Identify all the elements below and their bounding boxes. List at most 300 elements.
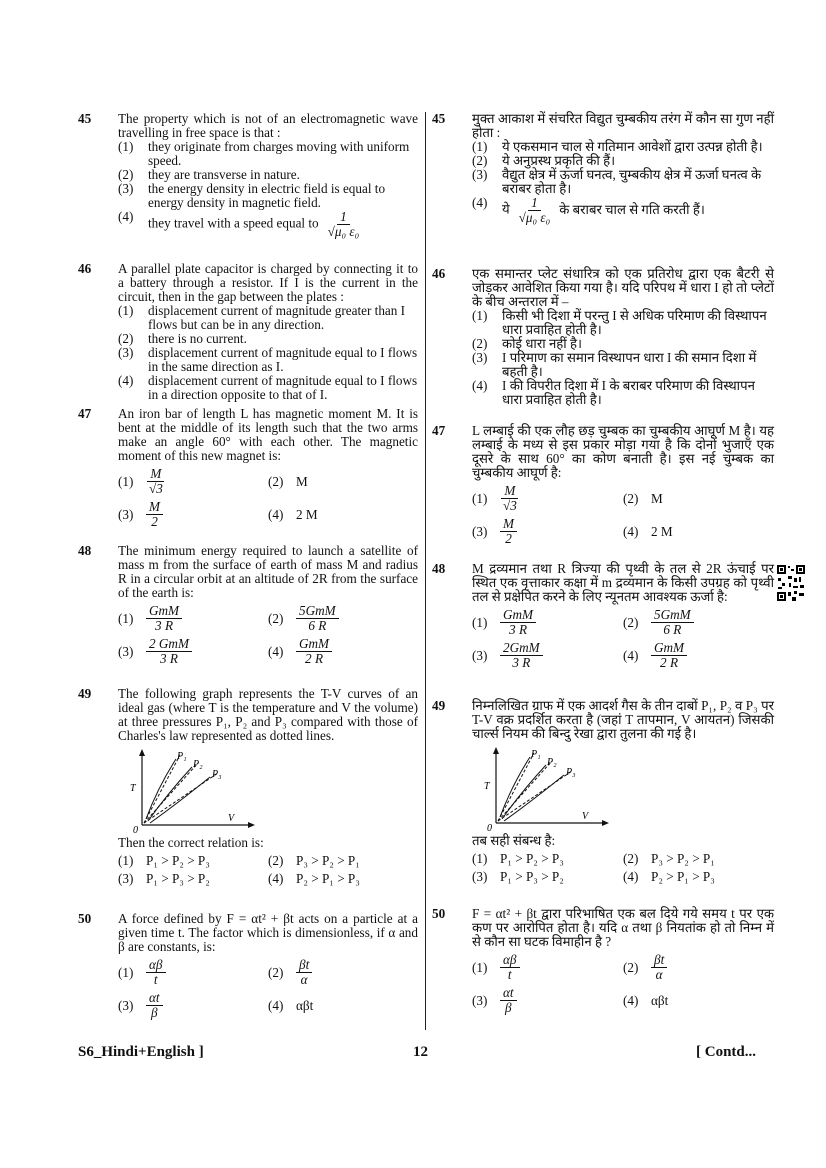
label-p3: P₃	[212, 769, 222, 780]
fraction	[296, 637, 332, 666]
fraction-denominator: t	[507, 967, 512, 982]
option-number: (3)	[472, 350, 488, 365]
option-text	[296, 475, 308, 489]
option-text	[502, 140, 774, 154]
option-text	[148, 346, 418, 374]
option-4[interactable]	[472, 196, 774, 225]
y-axis-label: T	[130, 783, 136, 794]
fraction-denominator: 3 R	[155, 618, 173, 633]
fraction	[651, 953, 667, 982]
option-number: (4)	[623, 523, 639, 539]
fraction-numerator: 2 GmM	[146, 637, 192, 652]
option-label: वैद्युत क्षेत्र में ऊर्जा घनत्व, चुम्बकीय क्षेत्र में ऊर्जा घनत्व के बराबर होता है।	[502, 167, 762, 196]
question-number: 48	[432, 561, 446, 576]
option-4[interactable]	[623, 641, 774, 670]
fraction-denominator: β	[505, 1000, 512, 1015]
question-46	[78, 262, 418, 402]
question-number: 50	[78, 911, 92, 926]
continued-label: [ Contd...	[696, 1044, 757, 1060]
fraction-denominator: β	[151, 1005, 158, 1020]
option-4[interactable]	[268, 637, 418, 666]
question-number: 49	[78, 686, 92, 701]
option-number: (3)	[118, 643, 134, 659]
fraction	[651, 641, 687, 670]
option-number: (1)	[472, 959, 488, 975]
label-p1: P₁	[531, 749, 541, 760]
question-text: An iron bar of length L has magnetic moment M. It is bent at the middle of its length such that the two arms make an angle 60° with each other. The magnetic moment of this new magnet is:	[118, 406, 418, 463]
x-axis-arrow	[602, 820, 609, 826]
question-text: एक समान्तर प्लेट संधारित्र को एक प्रतिरोध द्वारा एक बैटरी से जोड़कर आवेशित किया गया है। यदि परिपथ में धारा I हो तो प्लेटों के बीच अन्तराल में –	[472, 266, 774, 309]
option-4[interactable]	[268, 872, 418, 886]
option-text	[148, 374, 418, 402]
option-text	[148, 304, 418, 332]
option-text	[500, 517, 517, 546]
option-4[interactable]	[268, 991, 418, 1020]
option-text	[500, 608, 536, 637]
option-label: 2 M	[296, 506, 318, 522]
option-text	[651, 525, 673, 539]
option-number: (2)	[268, 473, 284, 489]
fraction	[500, 517, 517, 546]
question-number: 46	[432, 266, 446, 281]
option-2[interactable]	[623, 484, 774, 513]
option-text	[651, 994, 668, 1008]
question-text: M द्रव्यमान तथा R त्रिज्या की पृथ्वी के तल से 2R ऊंचाई पर स्थित एक वृत्ताकार कक्षा में m द्रव्यमान के किसी उपग्रह को पृथ्वी तल से प्रक्षेपित करने के लिए न्यूनतम आवश्यक ऊर्जा है:	[472, 561, 774, 604]
curve-p1	[500, 757, 530, 817]
origin-label: 0	[133, 825, 138, 833]
question-49	[432, 699, 774, 884]
option-1[interactable]	[118, 958, 268, 987]
fraction	[500, 986, 517, 1015]
option-2[interactable]	[268, 467, 418, 496]
fraction-denominator: √μ₀ ε₀	[518, 210, 551, 225]
y-axis-label: T	[484, 781, 490, 792]
option-3[interactable]	[472, 168, 774, 196]
question-text: निम्नलिखित ग्राफ में एक आदर्श गैस के तीन दाबों P₁, P₂ व P₃ पर T-V वक्र प्रदर्शित करता है (जहां T तापमान, V आयतन) जिसकी चार्ल्स नियम की बिन्दु रेखा द्वारा तुलना की गई है।	[472, 698, 774, 741]
option-label: they are transverse in nature.	[148, 167, 300, 182]
question-followup: Then the correct relation is:	[118, 835, 264, 850]
question-48	[78, 544, 418, 666]
options-list	[432, 140, 774, 225]
question-number: 45	[78, 111, 92, 126]
option-text	[296, 872, 360, 886]
option-number: (2)	[118, 331, 134, 346]
question-text: मुक्त आकाश में संचरित विद्युत चुम्बकीय तरंग में कौन सा गुण नहीं होता :	[472, 111, 774, 140]
option-label: P₃ > P₂ > P₁	[651, 851, 715, 866]
option-text	[651, 492, 663, 506]
fraction	[500, 608, 536, 637]
options-list	[432, 309, 774, 407]
question-text: A parallel plate capacitor is charged by connecting it to a battery through a resistor. If I is the current in the circuit, then in the gap between the plates :	[118, 261, 418, 304]
option-1[interactable]	[118, 304, 418, 332]
option-text	[500, 484, 520, 513]
question-47	[78, 407, 418, 529]
option-label: αβt	[296, 997, 314, 1013]
option-text	[296, 604, 339, 633]
question-number: 45	[432, 111, 446, 126]
option-number: (3)	[118, 506, 134, 522]
question-45	[78, 112, 418, 239]
fraction	[500, 641, 543, 670]
option-number: (4)	[472, 195, 488, 210]
option-1[interactable]	[118, 467, 268, 496]
fraction-numerator: M	[500, 517, 517, 532]
option-label: किसी भी दिशा में परन्तु I से अधिक परिमाण की विस्थापन धारा प्रवाहित होती है।	[502, 308, 767, 337]
fraction-denominator: α	[655, 967, 663, 982]
option-number: (4)	[623, 869, 639, 884]
fraction-denominator: 6 R	[308, 618, 327, 633]
origin-label: 0	[487, 823, 492, 831]
option-text	[502, 309, 774, 337]
option-text	[148, 168, 418, 182]
curve-p3	[150, 777, 210, 823]
option-4[interactable]	[268, 500, 418, 529]
x-axis-arrow	[248, 822, 255, 828]
option-text	[296, 508, 318, 522]
option-number: (4)	[472, 378, 488, 393]
fraction	[146, 958, 166, 987]
x-axis-label: V	[582, 811, 589, 822]
option-2[interactable]	[623, 608, 774, 637]
option-text	[146, 872, 210, 886]
fraction	[651, 608, 694, 637]
option-number: (4)	[623, 992, 639, 1008]
option-1[interactable]	[472, 484, 623, 513]
question-text: The property which is not of an electromagnetic wave travelling in free space is that :	[118, 111, 418, 140]
curve-p1	[146, 759, 176, 819]
fraction-denominator: 2	[151, 514, 158, 529]
option-number: (4)	[268, 643, 284, 659]
page-number: 12	[413, 1044, 428, 1060]
fraction	[296, 604, 339, 633]
option-number: (3)	[472, 992, 488, 1008]
question-text: The minimum energy required to launch a satellite of mass m from the surface of earth of mass M and radius R in a circular orbit at an altitude of 2R from the surface of the earth is:	[118, 543, 418, 600]
option-number: (2)	[268, 610, 284, 626]
question-followup: तब सही संबन्ध है:	[472, 833, 556, 848]
option-2[interactable]	[472, 154, 774, 168]
options-grid	[472, 484, 774, 546]
option-3[interactable]	[118, 500, 268, 529]
option-3[interactable]	[472, 641, 623, 670]
option-number: (2)	[623, 851, 639, 866]
fraction	[296, 958, 312, 987]
option-label: P₂ > P₁ > P₃	[651, 869, 715, 884]
fraction-denominator: 6 R	[663, 622, 682, 637]
option-label-suffix: के बराबर चाल से गति करती हैं।	[559, 201, 705, 217]
option-label: displacement current of magnitude equal to I flows in the same direction as I.	[148, 345, 418, 374]
question-text: The following graph represents the T-V curves of an ideal gas (where T is the temperature and V the volume) at three pressures P₁, P₂ and P₃ compared with those of Charles's law represented as dotted lines.	[118, 686, 418, 743]
options-list	[78, 140, 418, 239]
question-50	[432, 907, 774, 1015]
option-1[interactable]	[472, 608, 623, 637]
question-number: 48	[78, 543, 92, 558]
option-number: (2)	[623, 490, 639, 506]
option-4[interactable]	[118, 210, 418, 239]
fraction	[325, 210, 363, 239]
option-2[interactable]	[623, 852, 774, 866]
options-grid	[118, 854, 418, 886]
option-label: P₁ > P₃ > P₂	[500, 869, 564, 884]
fraction-numerator: M	[501, 484, 518, 499]
question-46	[432, 267, 774, 407]
question-48	[432, 562, 774, 670]
fraction-denominator: √3	[149, 481, 163, 496]
option-3[interactable]	[118, 637, 268, 666]
option-2[interactable]	[268, 604, 418, 633]
option-label: P₁ > P₃ > P₂	[146, 871, 210, 886]
option-text	[148, 182, 418, 210]
option-number: (3)	[472, 647, 488, 663]
option-3[interactable]	[118, 346, 418, 374]
label-p3: P₃	[566, 767, 576, 778]
option-2[interactable]	[118, 332, 418, 346]
options-grid	[472, 852, 774, 884]
fraction	[146, 991, 163, 1020]
option-label: they originate from charges moving with uniform speed.	[148, 139, 410, 168]
option-text	[146, 854, 210, 868]
option-label: ये	[502, 201, 510, 217]
option-1[interactable]	[472, 309, 774, 337]
option-number: (4)	[268, 506, 284, 522]
option-number: (4)	[118, 373, 134, 388]
option-number: (1)	[118, 610, 134, 626]
option-text	[500, 953, 520, 982]
fraction-denominator: 3 R	[512, 655, 531, 670]
option-4[interactable]	[623, 986, 774, 1015]
fraction	[146, 500, 163, 529]
tv-graph-svg	[128, 747, 258, 833]
fraction-denominator: α	[300, 972, 308, 987]
x-axis-label: V	[228, 813, 235, 824]
question-number: 50	[432, 906, 446, 921]
tv-graph-svg	[482, 745, 612, 831]
question-47	[432, 424, 774, 546]
option-number: (1)	[118, 139, 134, 154]
qr-code-icon	[776, 564, 806, 602]
option-text	[146, 467, 166, 496]
option-number: (3)	[118, 871, 134, 886]
footer-code: S6_Hindi+English ]	[78, 1044, 204, 1060]
label-p2: P₂	[193, 759, 203, 770]
option-label: I की विपरीत दिशा में I के बराबर परिमाण की विस्थापन धारा प्रवाहित होती है।	[502, 378, 755, 407]
option-text	[502, 154, 774, 168]
fraction-numerator: 2GmM	[500, 641, 543, 656]
tv-graph	[128, 747, 418, 836]
question-number: 47	[78, 406, 92, 421]
option-number: (2)	[268, 964, 284, 980]
option-number: (1)	[472, 308, 488, 323]
option-label: ये एकसमान चाल से गतिमान आवेशों द्वारा उत्पन्न होती है।	[502, 139, 763, 154]
fraction-numerator: αt	[500, 986, 517, 1001]
fraction	[516, 196, 554, 225]
option-label: P₁ > P₂ > P₃	[146, 853, 210, 868]
option-number: (3)	[472, 869, 488, 884]
option-1[interactable]	[472, 140, 774, 154]
option-number: (1)	[118, 853, 134, 868]
option-label: the energy density in electric field is equal to energy density in magnetic field.	[148, 181, 386, 210]
fraction-numerator: αβ	[500, 953, 520, 968]
fraction-denominator: √μ₀ ε₀	[327, 224, 360, 239]
option-number: (1)	[472, 490, 488, 506]
option-text	[651, 608, 694, 637]
option-1[interactable]	[472, 852, 623, 866]
option-number: (4)	[268, 871, 284, 886]
option-number: (3)	[472, 523, 488, 539]
option-text	[651, 641, 687, 670]
option-text	[146, 958, 166, 987]
fraction	[146, 604, 182, 633]
option-number: (1)	[118, 303, 134, 318]
option-label: P₂ > P₁ > P₃	[296, 871, 360, 886]
option-label: there is no current.	[148, 331, 247, 346]
option-text	[148, 140, 418, 168]
option-2[interactable]	[623, 953, 774, 982]
y-axis-arrow	[139, 749, 145, 756]
curve-p3	[504, 775, 564, 821]
y-axis-arrow	[493, 747, 499, 754]
option-3[interactable]	[472, 986, 623, 1015]
question-text: F = αt² + βt द्वारा परिभाषित एक बल दिये गये समय t पर एक कण पर आरोपित होता है। यदि α तथा β नियतांक हो तो निम्न में से कौन सा घटक विमाहीन है ?	[472, 906, 774, 949]
option-label: ये अनुप्रस्थ प्रकृति की हैं।	[502, 153, 616, 168]
option-number: (3)	[472, 167, 488, 182]
options-list	[78, 304, 418, 402]
option-3[interactable]	[472, 870, 623, 884]
option-text	[502, 168, 774, 196]
option-text	[296, 999, 313, 1013]
option-text	[146, 637, 192, 666]
fraction-denominator: 2 R	[660, 655, 678, 670]
column-divider	[425, 112, 426, 1030]
fraction-numerator: M	[147, 467, 164, 482]
option-text	[148, 332, 418, 346]
option-4[interactable]	[472, 379, 774, 407]
option-text	[500, 870, 564, 884]
label-p2: P₂	[547, 757, 557, 768]
options-grid	[118, 467, 418, 529]
fraction-numerator: GmM	[296, 637, 332, 652]
option-number: (2)	[623, 614, 639, 630]
fraction	[146, 467, 166, 496]
fraction-numerator: M	[146, 500, 163, 515]
fraction-numerator: βt	[651, 953, 667, 968]
option-label: I परिमाण का समान विस्थापन धारा I की समान दिशा में बहती है।	[502, 350, 757, 379]
fraction-numerator: GmM	[651, 641, 687, 656]
option-1[interactable]	[118, 604, 268, 633]
curve-p2	[502, 765, 546, 819]
option-text	[651, 870, 715, 884]
fraction-denominator: 2	[505, 531, 512, 546]
option-label: M	[296, 473, 308, 489]
option-text	[146, 500, 163, 529]
option-label: they travel with a speed equal to	[148, 215, 319, 231]
option-number: (3)	[118, 181, 134, 196]
tv-graph	[482, 745, 774, 834]
option-label: P₃ > P₂ > P₁	[296, 853, 360, 868]
fraction-denominator: √3	[503, 498, 517, 513]
option-label: M	[651, 490, 663, 506]
options-grid	[472, 608, 774, 670]
option-4[interactable]	[623, 870, 774, 884]
option-text	[651, 953, 667, 982]
question-text: A force defined by F = αt² + βt acts on a particle at a given time t. The factor which is dimensionless, if α and β are constants, is:	[118, 911, 418, 954]
question-number: 47	[432, 423, 446, 438]
option-text	[500, 852, 564, 866]
question-50	[78, 912, 418, 1020]
option-4[interactable]	[623, 517, 774, 546]
option-1[interactable]	[472, 953, 623, 982]
option-number: (2)	[268, 853, 284, 868]
options-grid	[472, 953, 774, 1015]
option-text	[502, 379, 774, 407]
option-text	[502, 337, 774, 351]
question-number: 49	[432, 698, 446, 713]
option-number: (4)	[118, 209, 134, 224]
option-text	[148, 210, 418, 239]
options-grid	[118, 958, 418, 1020]
option-3[interactable]	[118, 991, 268, 1020]
fraction-numerator: GmM	[500, 608, 536, 623]
option-2[interactable]	[268, 958, 418, 987]
option-text	[296, 854, 360, 868]
option-label: αβt	[651, 992, 669, 1008]
fraction-denominator: t	[153, 972, 158, 987]
fraction-denominator: 2 R	[305, 651, 323, 666]
option-number: (1)	[472, 851, 488, 866]
option-label: कोई धारा नहीं है।	[502, 336, 582, 351]
option-3[interactable]	[118, 182, 418, 210]
option-text	[146, 604, 182, 633]
fraction-numerator: αt	[146, 991, 163, 1006]
option-3[interactable]	[472, 517, 623, 546]
option-1[interactable]	[118, 140, 418, 168]
option-text	[296, 958, 312, 987]
option-text	[502, 351, 774, 379]
question-number: 46	[78, 261, 92, 276]
question-49	[78, 687, 418, 886]
option-label: P₁ > P₂ > P₃	[500, 851, 564, 866]
label-p1: P₁	[177, 751, 187, 762]
option-2[interactable]	[268, 854, 418, 868]
option-3[interactable]	[118, 872, 268, 886]
fraction	[146, 637, 192, 666]
option-number: (3)	[118, 345, 134, 360]
fraction-denominator: 3 R	[509, 622, 527, 637]
fraction-numerator: 5GmM	[296, 604, 339, 619]
option-label: displacement current of magnitude greater than I flows but can be in any direction.	[148, 303, 406, 332]
fraction-numerator: αβ	[146, 958, 166, 973]
fraction	[500, 953, 520, 982]
fraction-numerator: 1	[528, 196, 541, 211]
option-text	[146, 991, 163, 1020]
curve-p2	[148, 767, 192, 821]
option-number: (2)	[118, 167, 134, 182]
option-number: (1)	[472, 614, 488, 630]
option-3[interactable]	[472, 351, 774, 379]
option-number: (1)	[118, 473, 134, 489]
option-4[interactable]	[118, 374, 418, 402]
option-number: (3)	[118, 997, 134, 1013]
option-label: 2 M	[651, 523, 673, 539]
fraction-denominator: 3 R	[159, 651, 178, 666]
option-number: (4)	[268, 997, 284, 1013]
option-number: (2)	[472, 153, 488, 168]
option-1[interactable]	[118, 854, 268, 868]
option-number: (1)	[472, 139, 488, 154]
option-2[interactable]	[118, 168, 418, 182]
question-text: L लम्बाई की एक लौह छड़ चुम्बक का चुम्बकीय आघूर्ण M है। यह लम्बाई के मध्य से इस प्रकार मोड़ा गया है कि दोनों भुजाएँ एक दूसरे के साथ 60° का कोण बनाती है। इस नई चुम्बक का चुम्बकीय आघूर्ण है:	[472, 423, 774, 480]
option-2[interactable]	[472, 337, 774, 351]
option-number: (4)	[623, 647, 639, 663]
